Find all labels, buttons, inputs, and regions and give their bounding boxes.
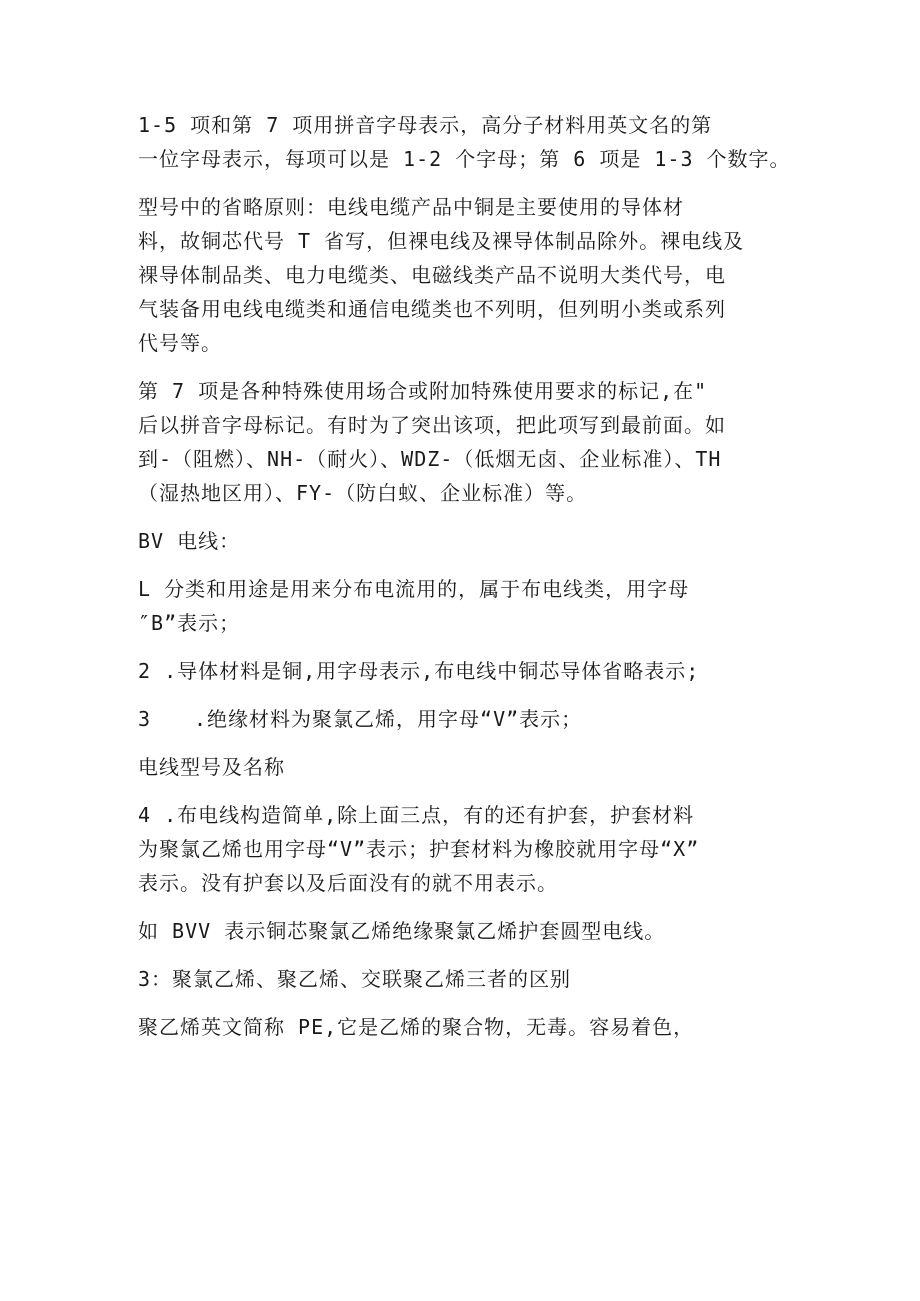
text-line: 到-（阻燃）、NH-（耐火）、WDZ-（低烟无卤、企业标准）、TH (138, 447, 722, 471)
text-line: 表示。没有护套以及后面没有的就不用表示。 (138, 871, 558, 895)
text-line: 型号中的省略原则：电线电缆产品中铜是主要使用的导体材 (138, 195, 684, 219)
paragraph-section-3-heading (138, 962, 798, 996)
text-line: BV 电线： (138, 529, 241, 553)
paragraph-special-marks (138, 374, 798, 510)
item-number: 3 (138, 707, 152, 731)
paragraph-model-name (138, 750, 798, 784)
paragraph-item-2 (138, 654, 798, 688)
text-line: 气装备用电线电缆类和通信电缆类也不列明，但列明小类或系列 (138, 297, 726, 321)
text-line: L 分类和用途是用来分布电流用的，属于布电线类，用字母 (138, 577, 690, 601)
paragraph-omission-principle (138, 190, 798, 360)
text-line: 第 7 项是各种特殊使用场合或附加特殊使用要求的标记,在" (138, 379, 708, 403)
document-body (138, 108, 798, 1058)
item-text: .绝缘材料为聚氯乙烯，用字母“V”表示； (194, 707, 583, 731)
text-line: （湿热地区用）、FY-（防白蚁、企业标准）等。 (138, 481, 588, 505)
text-line: 2 .导体材料是铜,用字母表示,布电线中铜芯导体省略表示; (138, 659, 700, 683)
text-line: 1-5 项和第 7 项用拼音字母表示，高分子材料用英文名的第 (138, 113, 713, 137)
paragraph-bvv-example (138, 914, 798, 948)
text-line: 4 .布电线构造简单,除上面三点，有的还有护套，护套材料 (138, 803, 695, 827)
paragraph-pe-intro (138, 1010, 798, 1044)
text-line (138, 702, 798, 736)
text-line: 料，故铜芯代号 T 省写，但裸电线及裸导体制品除外。裸电线及 (138, 229, 745, 253)
text-line: 为聚氯乙烯也用字母“V”表示；护套材料为橡胶就用字母“X” (138, 837, 700, 861)
text-line: 代号等。 (138, 331, 222, 355)
text-line: 电线型号及名称 (138, 755, 285, 779)
paragraph-naming-rules (138, 108, 798, 176)
text-line: 如 BVV 表示铜芯聚氯乙烯绝缘聚氯乙烯护套圆型电线。 (138, 919, 666, 943)
text-line: ″B”表示； (138, 611, 241, 635)
text-line: 3：聚氯乙烯、聚乙烯、交联聚乙烯三者的区别 (138, 967, 572, 991)
paragraph-item-3 (138, 702, 798, 736)
paragraph-bv-heading (138, 524, 798, 558)
text-line: 裸导体制品类、电力电缆类、电磁线类产品不说明大类代号，电 (138, 263, 726, 287)
paragraph-item-1 (138, 572, 798, 640)
text-line: 一位字母表示，每项可以是 1-2 个字母；第 6 项是 1-3 个数字。 (138, 147, 791, 171)
paragraph-item-4 (138, 798, 798, 900)
text-line: 聚乙烯英文简称 PE,它是乙烯的聚合物，无毒。容易着色， (138, 1015, 695, 1039)
text-line: 后以拼音字母标记。有时为了突出该项，把此项写到最前面。如 (138, 413, 726, 437)
